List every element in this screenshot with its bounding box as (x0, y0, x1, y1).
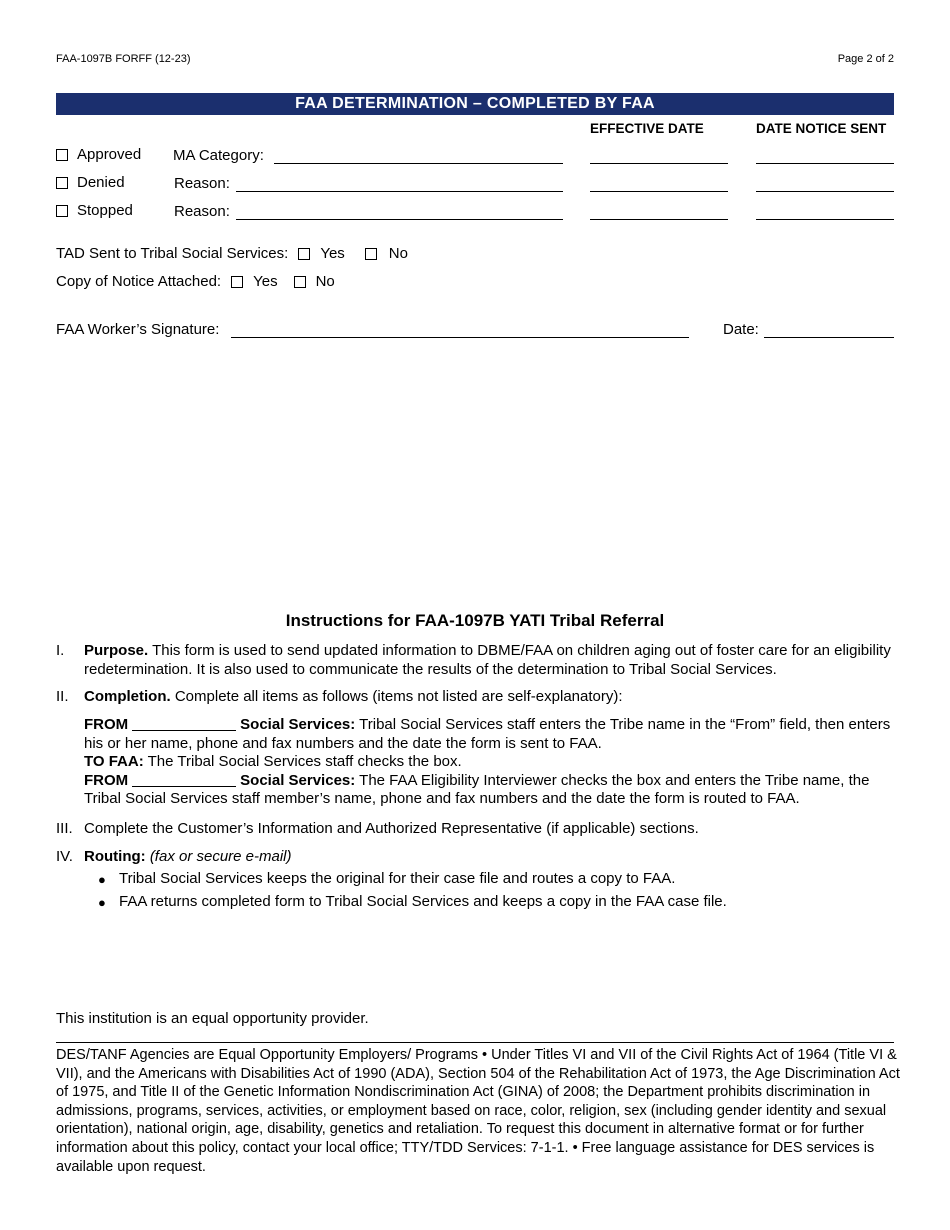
copy-no-label: No (315, 273, 335, 290)
approved-option (56, 146, 141, 163)
ma-category-field[interactable] (274, 149, 563, 164)
tad-sent-row (56, 245, 408, 262)
completion-text: Complete all items as follows (items not listed are self-explanatory): (174, 688, 623, 705)
denied-reason-label: Reason: (174, 175, 230, 192)
routing-bullet-2: FAA returns completed form to Tribal Social Services and keeps a copy in the FAA case file. (119, 893, 727, 910)
section-i-number: I. (56, 642, 65, 659)
instructions-title: Instructions for FAA-1097B YATI Tribal Referral (285, 611, 665, 630)
section-ii-completion (84, 688, 904, 707)
to-faa-text: The Tribal Social Services staff checks the box. (147, 753, 462, 770)
effective-date-header: EFFECTIVE DATE (590, 121, 704, 136)
section-iii-number: III. (56, 820, 73, 837)
routing-bullet-1: Tribal Social Services keeps the original for their case file and routes a copy to FAA. (119, 870, 676, 887)
purpose-heading: Purpose. (84, 642, 149, 659)
denied-notice-date-field[interactable] (756, 177, 894, 192)
to-faa-label: TO FAA: (84, 753, 144, 770)
copy-no-checkbox[interactable] (294, 276, 306, 288)
approved-notice-date-field[interactable] (756, 149, 894, 164)
denied-effective-date-field[interactable] (590, 177, 728, 192)
purpose-text: This form is used to send updated information to DBME/FAA on children aging out of foster care for an eligibility redetermination. It is also used to communicate the results of the determination to Tribal Social Services. (84, 642, 891, 678)
denied-checkbox[interactable] (56, 177, 68, 189)
section-iv-number: IV. (56, 848, 73, 865)
tad-no-label: No (388, 245, 408, 262)
from-label: FROM (84, 771, 129, 789)
copy-yes-checkbox[interactable] (231, 276, 243, 288)
signature-date-field[interactable] (764, 323, 894, 338)
tad-sent-label: TAD Sent to Tribal Social Services: (56, 245, 289, 262)
bullet-icon: ● (98, 895, 106, 910)
approved-label: Approved (77, 146, 142, 163)
tad-no-checkbox[interactable] (365, 248, 377, 260)
tad-yes-label: Yes (320, 245, 345, 262)
from-label: FROM (84, 716, 129, 733)
stopped-option (56, 202, 133, 219)
denied-option (56, 174, 125, 191)
tribe-name-blank (132, 773, 236, 787)
stopped-effective-date-field[interactable] (590, 205, 728, 220)
worker-signature-field[interactable] (231, 323, 689, 338)
footer-divider (56, 1042, 894, 1043)
stopped-reason-label: Reason: (174, 203, 230, 220)
social-services-label: Social Services: (240, 716, 356, 733)
social-services-label: Social Services: (240, 771, 356, 789)
routing-subtext: (fax or secure e-mail) (149, 848, 292, 865)
stopped-notice-date-field[interactable] (756, 205, 894, 220)
section-i-purpose (84, 642, 904, 679)
section-iii-text: Complete the Customer’s Information and Authorized Representative (if applicable) sections. (84, 820, 699, 837)
stopped-checkbox[interactable] (56, 205, 68, 217)
tad-yes-checkbox[interactable] (298, 248, 310, 260)
stopped-reason-field[interactable] (236, 205, 563, 220)
copy-notice-label: Copy of Notice Attached: (56, 273, 222, 290)
from-tribal-text: Tribal Social Services staff enters the Tribe name in the “From” field, then enters his or her name, phone and fax numbers and the date the form is sent to FAA. (84, 716, 891, 752)
approved-checkbox[interactable] (56, 149, 68, 161)
tribe-name-blank (132, 717, 236, 731)
equal-opportunity-statement: This institution is an equal opportunity provider. (56, 1010, 369, 1027)
determination-banner: FAA DETERMINATION – COMPLETED BY FAA (56, 93, 894, 115)
copy-notice-row (56, 273, 335, 290)
approved-effective-date-field[interactable] (590, 149, 728, 164)
signature-date-label: Date: (723, 321, 759, 338)
date-notice-sent-header: DATE NOTICE SENT (756, 121, 887, 136)
ma-category-label: MA Category: (173, 147, 264, 164)
worker-signature-label: FAA Worker’s Signature: (56, 321, 220, 338)
stopped-label: Stopped (77, 202, 133, 219)
denied-reason-field[interactable] (236, 177, 563, 192)
page-number: Page 2 of 2 (837, 53, 894, 65)
section-ii-number: II. (56, 688, 69, 705)
routing-heading: Routing: (84, 848, 146, 865)
copy-yes-label: Yes (253, 273, 278, 290)
denied-label: Denied (77, 174, 125, 191)
nondiscrimination-notice: DES/TANF Agencies are Equal Opportunity Employers/ Programs • Under Titles VI and VII of the Civil Rights Act of 1964 (Title VI & VII), and the Americans with Disabilities Act of 1990 (ADA), Section 504 of the Rehabilitation Act of 1973, the Age Discrimination Act of 1975, and Title II of the Genetic Information Nondiscrimination Act (GINA) of 2008; the Department prohibits discrimination in admissions, programs, services, activities, or employment based on race, color, religion, sex (including gender identity and sexual orientation), national origin, age, disability, genetics and retaliation. To request this document in alternative format or for further information about this policy, contact your local office; TTY/TDD Services: 7-1-1. • Free language assistance for DES services is available upon request. (56, 1047, 900, 1175)
section-iv-routing (84, 848, 904, 867)
bullet-icon: ● (98, 872, 106, 887)
from-tribal-instruction (84, 716, 904, 809)
form-id: FAA-1097B FORFF (12-23) (56, 53, 191, 65)
from-faa-text: The FAA Eligibility Interviewer checks the box and enters the Tribe name, the Tribal Social Services staff member’s name, phone and fax numbers and the date the form is routed to FAA. (84, 771, 870, 807)
completion-heading: Completion. (84, 688, 171, 705)
